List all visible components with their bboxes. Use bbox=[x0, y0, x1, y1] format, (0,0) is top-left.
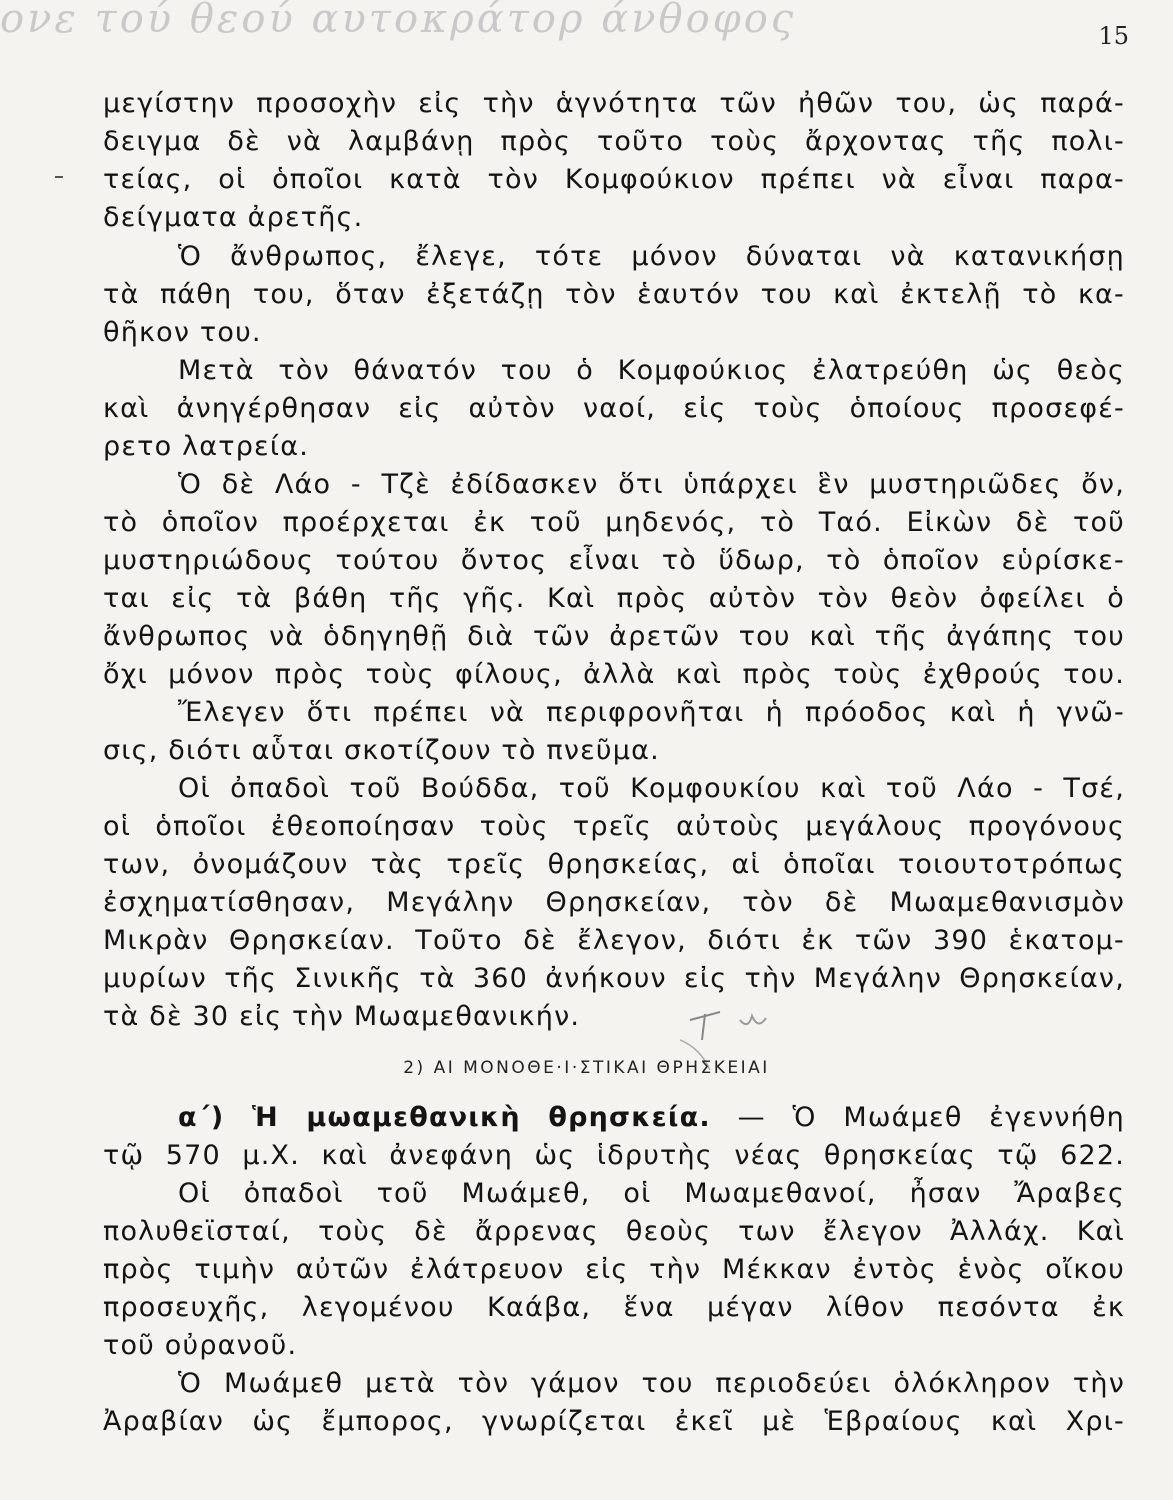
text-line: μυρίων τῆς Σινικῆς τὰ 360 ἀνήκουν εἰς τὴν Μεγάλην Θρησκείαν, bbox=[103, 963, 1125, 994]
text-line: Μετὰ τὸν θάνατόν του ὁ Κομφούκιος ἐλατρεύθη ὡς θεὸς bbox=[178, 355, 1125, 386]
text-line: Ἔλεγεν ὅτι πρέπει νὰ περιφρονῆται ἡ πρόοδος καὶ ἡ γνῶ- bbox=[178, 697, 1125, 728]
text-line: δειγμα δὲ νὰ λαμβάνῃ πρὸς τοῦτο τοὺς ἄρχοντας τῆς πολι- bbox=[103, 126, 1125, 157]
section-heading: 2) ΑΙ ΜΟΝΟΘΕ·Ι·ΣΤΙΚΑΙ ΘΡΗΣΚΕΙΑΙ bbox=[403, 1058, 770, 1078]
margin-mark bbox=[55, 176, 63, 178]
text-line: ὄχι μόνον πρὸς τοὺς φίλους, ἀλλὰ καὶ πρὸς τοὺς ἐχθρούς του. bbox=[103, 659, 1125, 690]
text-line: τὰ δὲ 30 εἰς τὴν Μωαμεθανικήν. bbox=[103, 1001, 581, 1032]
text-line: ρετο λατρεία. bbox=[103, 431, 309, 462]
text-line: τὸ ὁποῖον προέρχεται ἐκ τοῦ μηδενός, τὸ Ταό. Εἰκὼν δὲ τοῦ bbox=[103, 507, 1125, 538]
text-line: Ἀραβίαν ὡς ἔμπορος, γνωρίζεται ἐκεῖ μὲ Ἑβραίους καὶ Χρι- bbox=[103, 1406, 1125, 1437]
text-line: Οἱ ὀπαδοὶ τοῦ Βούδδα, τοῦ Κομφουκίου καὶ τοῦ Λάο - Τσέ, bbox=[178, 773, 1125, 804]
text-line: μυστηριώδους τούτου ὄντος εἶναι τὸ ὕδωρ, τὸ ὁποῖον εὑρίσκε- bbox=[103, 545, 1125, 576]
section-a-first-line-rest: — Ὁ Μωάμεθ ἐγεννήθη bbox=[737, 1102, 1125, 1133]
text-line: πολυθεϊσταί, τοὺς δὲ ἄρρενας θεοὺς των ἔλεγον Ἀλλάχ. Καὶ bbox=[103, 1216, 1125, 1247]
text-line: ἄνθρωπος νὰ ὁδηγηθῇ διὰ τῶν ἀρετῶν του καὶ τῆς ἀγάπης του bbox=[103, 621, 1125, 652]
text-line: ἐσχηματίσθησαν, Μεγάλην Θρησκείαν, τὸν δὲ Μωαμεθανισμὸν bbox=[103, 887, 1125, 918]
text-line: των, ὀνομάζουν τὰς τρεῖς θρησκείας, αἱ ὁποῖαι τοιουτοτρόπως bbox=[103, 849, 1125, 880]
text-line: Ὁ δὲ Λάο - Τζὲ ἐδίδασκεν ὅτι ὑπάρχει ἓν μυστηριῶδες ὄν, bbox=[178, 469, 1125, 500]
text-line: ται εἰς τὰ βάθη τῆς γῆς. Καὶ πρὸς αὐτὸν τὸν θεὸν ὀφείλει ὁ bbox=[103, 583, 1125, 614]
text-line: θῆκον του. bbox=[103, 317, 262, 348]
text-line: τὰ πάθη του, ὅταν ἐξετάζῃ τὸν ἑαυτόν του καὶ ἐκτελῇ τὸ κα- bbox=[103, 279, 1125, 310]
text-line: Ὁ ἄνθρωπος, ἔλεγε, τότε μόνον δύναται νὰ κατανικήσῃ bbox=[178, 241, 1125, 272]
text-line: Μικρὰν Θρησκείαν. Τοῦτο δὲ ἔλεγον, διότι ἐκ τῶν 390 ἑκατομ- bbox=[103, 925, 1125, 956]
text-line: πρὸς τιμὴν αὐτῶν ἐλάτρευον εἰς τὴν Μέκκαν ἐντὸς ἑνὸς οἴκου bbox=[103, 1254, 1125, 1285]
page-number: 15 bbox=[1098, 22, 1129, 50]
text-line: μεγίστην προσοχὴν εἰς τὴν ἁγνότητα τῶν ἠθῶν του, ὡς παρά- bbox=[103, 88, 1125, 119]
text-line: δείγματα ἀρετῆς. bbox=[103, 202, 364, 233]
handwritten-note: ονε τού θεού αυτοκράτορ άνθοφος bbox=[0, 0, 797, 42]
section-a-first-line bbox=[103, 1100, 1125, 1136]
text-line: οἱ ὁποῖοι ἐθεοποίησαν τοὺς τρεῖς αὐτοὺς μεγάλους προγόνους bbox=[103, 811, 1125, 842]
text-line: τείας, οἱ ὁποῖοι κατὰ τὸν Κομφούκιον πρέπει νὰ εἶναι παρα- bbox=[103, 164, 1125, 195]
text-line: σις, διότι αὗται σκοτίζουν τὸ πνεῦμα. bbox=[103, 735, 660, 766]
text-line: τῷ 570 μ.Χ. καὶ ἀνεφάνη ὡς ἱδρυτὴς νέας θρησκείας τῷ 622. bbox=[103, 1140, 1125, 1171]
text-line: προσευχῆς, λεγομένου Καάβα, ἕνα μέγαν λίθον πεσόντα ἐκ bbox=[103, 1292, 1125, 1323]
section-a-title: α΄) Ἡ μωαμεθανικὴ θρησκεία. bbox=[178, 1102, 711, 1133]
text-line: Ὁ Μωάμεθ μετὰ τὸν γάμον του περιοδεύει ὁλόκληρον τὴν bbox=[178, 1368, 1125, 1399]
text-line: καὶ ἀνηγέρθησαν εἰς αὐτὸν ναοί, εἰς τοὺς ὁποίους προσεφέ- bbox=[103, 393, 1125, 424]
text-line: τοῦ οὐρανοῦ. bbox=[103, 1330, 298, 1361]
text-line: Οἱ ὀπαδοὶ τοῦ Μωάμεθ, οἱ Μωαμεθανοί, ἦσαν Ἄραβες bbox=[178, 1178, 1125, 1209]
